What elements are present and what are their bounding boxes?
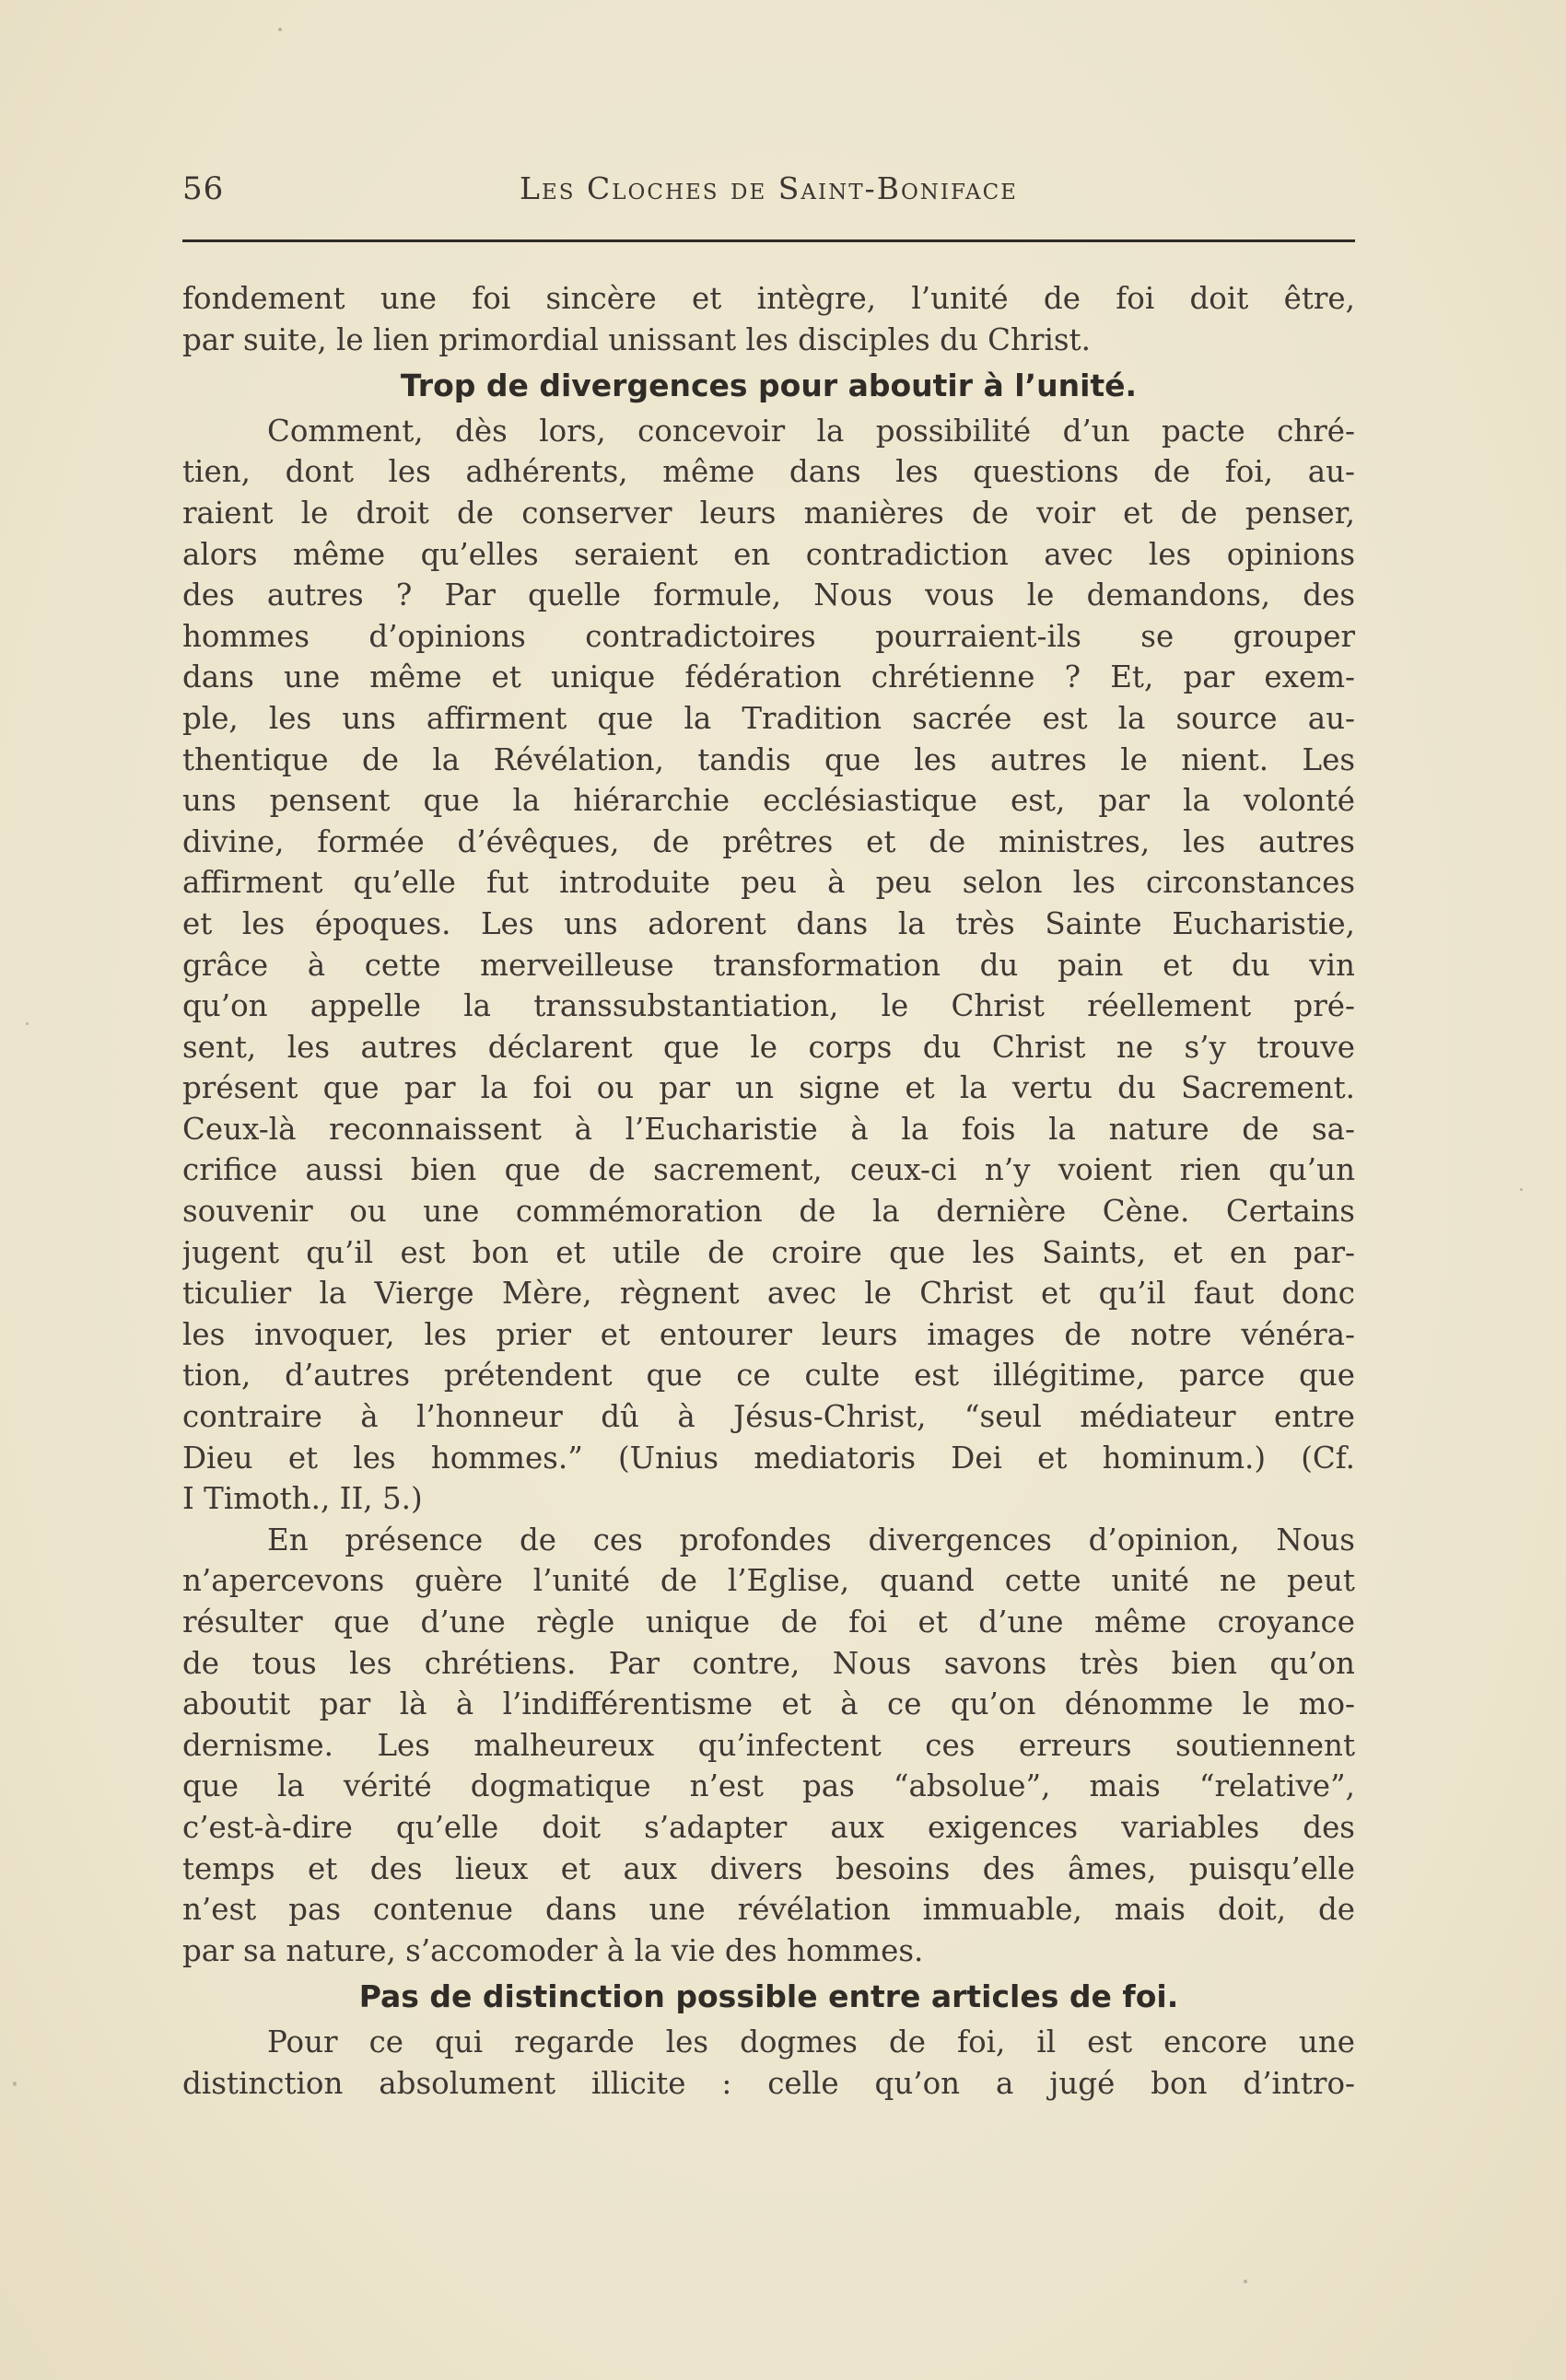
text-line: grâce à cette merveilleuse transformation du pain et du vin bbox=[182, 947, 1355, 983]
text-line: Dieu et les hommes.” (Unius mediatoris Dei et hominum.) (Cf. bbox=[182, 1440, 1355, 1476]
scan-speck bbox=[1520, 1188, 1523, 1191]
text-line: alors même qu’elles seraient en contradiction avec les opinions bbox=[182, 536, 1355, 572]
text-line: les invoquer, les prier et entourer leurs images de notre vénéra- bbox=[182, 1316, 1355, 1352]
text-line: I Timoth., II, 5.) bbox=[182, 1481, 423, 1517]
scan-speck bbox=[26, 1022, 29, 1025]
text-line: et les époques. Les uns adorent dans la très Sainte Eucharistie, bbox=[182, 905, 1355, 941]
text-line: tien, dont les adhérents, même dans les questions de foi, au- bbox=[182, 454, 1355, 490]
text-line: qu’on appelle la transsubstantiation, le Christ réellement pré- bbox=[182, 988, 1355, 1024]
text-line: n’apercevons guère l’unité de l’Eglise, quand cette unité ne peut bbox=[182, 1563, 1355, 1599]
text-line: aboutit par là à l’indifférentisme et à ce qu’on dénomme le mo- bbox=[182, 1686, 1355, 1722]
text-line: En présence de ces profondes divergences d’opinion, Nous bbox=[267, 1522, 1355, 1558]
scan-speck bbox=[278, 28, 282, 31]
text-line: Ceux-là reconnaissent à l’Eucharistie à la fois la nature de sa- bbox=[182, 1111, 1355, 1147]
text-line: crifice aussi bien que de sacrement, ceux-ci n’y voient rien qu’un bbox=[182, 1152, 1355, 1188]
text-line: Comment, dès lors, concevoir la possibilité d’un pacte chré- bbox=[267, 413, 1355, 449]
text-line: uns pensent que la hiérarchie ecclésiastique est, par la volonté bbox=[182, 783, 1355, 819]
text-line: par sa nature, s’accomoder à la vie des hommes. bbox=[182, 1932, 924, 1968]
text-line: hommes d’opinions contradictoires pourraient-ils se grouper bbox=[182, 618, 1355, 654]
text-line: raient le droit de conserver leurs manières de voir et de penser, bbox=[182, 495, 1355, 531]
text-line: temps et des lieux et aux divers besoins des âmes, puisqu’elle bbox=[182, 1850, 1355, 1886]
page-header bbox=[182, 170, 1355, 216]
text-line: par suite, le lien primordial unissant les disciples du Christ. bbox=[182, 321, 1091, 357]
text-line: de tous les chrétiens. Par contre, Nous savons très bien qu’on bbox=[182, 1645, 1355, 1681]
scan-speck bbox=[1244, 2280, 1247, 2283]
text-line: présent que par la foi ou par un signe et la vertu du Sacrement. bbox=[182, 1070, 1355, 1106]
text-line: dans une même et unique fédération chrétienne ? Et, par exem- bbox=[182, 659, 1355, 695]
page-number: 56 bbox=[182, 170, 225, 207]
text-line: des autres ? Par quelle formule, Nous vous le demandons, des bbox=[182, 578, 1355, 613]
text-line: affirment qu’elle fut introduite peu à peu selon les circonstances bbox=[182, 865, 1355, 901]
text-line: sent, les autres déclarent que le corps du Christ ne s’y trouve bbox=[182, 1029, 1355, 1065]
text-line: dernisme. Les malheureux qu’infectent ces erreurs soutiennent bbox=[182, 1727, 1355, 1763]
section-heading: Pas de distinction possible entre articles de foi. bbox=[358, 1978, 1179, 2015]
text-line: tion, d’autres prétendent que ce culte est illégitime, parce que bbox=[182, 1358, 1355, 1394]
text-line: c’est-à-dire qu’elle doit s’adapter aux exigences variables des bbox=[182, 1809, 1355, 1845]
header-rule bbox=[182, 239, 1355, 242]
text-line: souvenir ou une commémoration de la dernière Cène. Certains bbox=[182, 1194, 1355, 1230]
text-line: ple, les uns affirment que la Tradition sacrée est la source au- bbox=[182, 700, 1355, 736]
text-line: distinction absolument illicite : celle qu’on a jugé bon d’intro- bbox=[182, 2065, 1355, 2101]
text-line: Pour ce qui regarde les dogmes de foi, il est encore une bbox=[267, 2024, 1355, 2059]
text-line: divine, formée d’évêques, de prêtres et de ministres, les autres bbox=[182, 823, 1355, 859]
page-body bbox=[182, 278, 1355, 2104]
running-title: Les Cloches de Saint-Boniface bbox=[520, 170, 1018, 206]
text-line: n’est pas contenue dans une révélation immuable, mais doit, de bbox=[182, 1892, 1355, 1928]
section-heading: Trop de divergences pour aboutir à l’unité. bbox=[400, 368, 1138, 404]
text-line: contraire à l’honneur dû à Jésus-Christ, “seul médiateur entre bbox=[182, 1399, 1355, 1435]
scan-speck bbox=[13, 2082, 17, 2086]
text-line: jugent qu’il est bon et utile de croire que les Saints, et en par- bbox=[182, 1234, 1355, 1270]
text-line: ticulier la Vierge Mère, règnent avec le Christ et qu’il faut donc bbox=[182, 1276, 1355, 1312]
text-line: que la vérité dogmatique n’est pas “absolue”, mais “relative”, bbox=[182, 1768, 1355, 1804]
text-line: résulter que d’une règle unique de foi et d’une même croyance bbox=[182, 1604, 1355, 1639]
text-line: fondement une foi sincère et intègre, l’unité de foi doit être, bbox=[182, 281, 1355, 316]
text-line: thentique de la Révélation, tandis que les autres le nient. Les bbox=[182, 741, 1355, 777]
